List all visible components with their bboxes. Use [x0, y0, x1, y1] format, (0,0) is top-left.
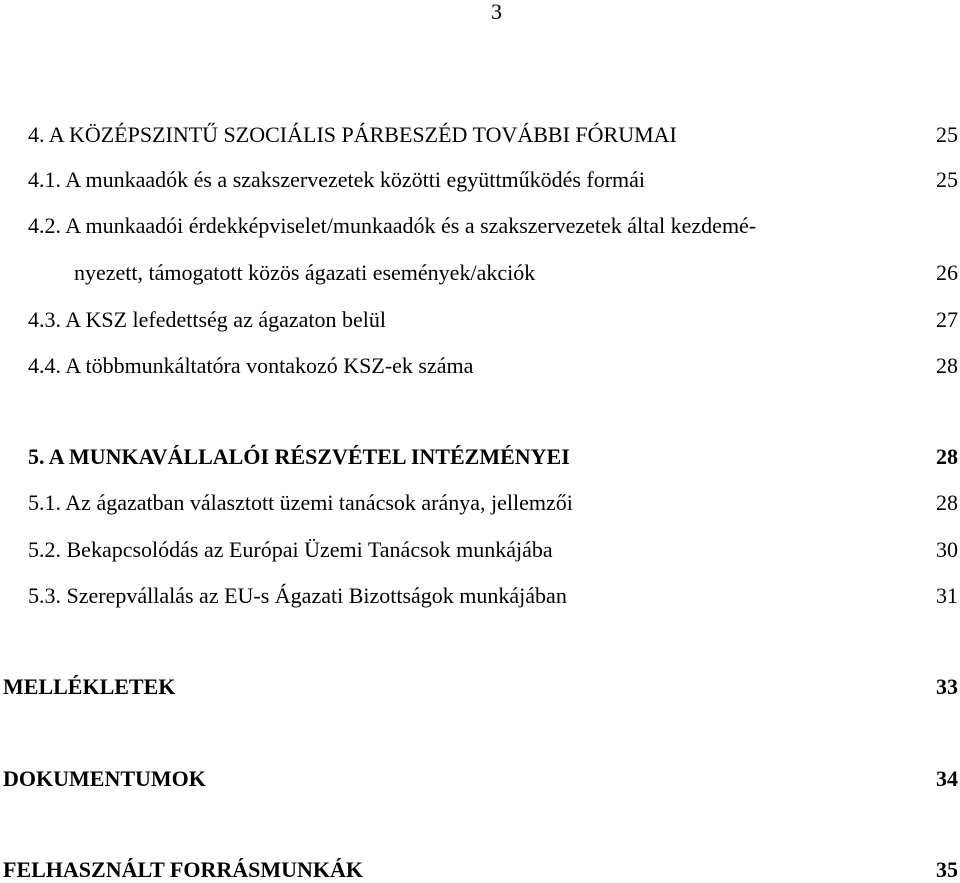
toc-entry-page: 28	[936, 490, 958, 515]
toc-entry-label: 4.4. A többmunkáltatóra vontakozó KSZ-ek száma	[28, 353, 474, 378]
toc-entry-page: 25	[936, 167, 958, 192]
toc-entry-label: 4.1. A munkaadók és a szakszervezetek közötti együttműködés formái	[28, 167, 646, 192]
toc-entry-label: 5.3. Szerepvállalás az EU-s Ágazati Bizottságok munkájában	[28, 583, 567, 608]
toc-entry-label: 4.3. A KSZ lefedettség az ágazaton belül	[28, 307, 386, 332]
toc-entry-label: FELHASZNÁLT FORRÁSMUNKÁK	[3, 857, 364, 882]
toc-entry-label: 4. A KÖZÉPSZINTŰ SZOCIÁLIS PÁRBESZÉD TOVÁBBI FÓRUMAI	[28, 122, 677, 147]
toc-entry-label: 4.2. A munkaadói érdekképviselet/munkaadók és a szakszervezetek által kezdemé-	[28, 213, 757, 238]
toc-entry-label: 5. A MUNKAVÁLLALÓI RÉSZVÉTEL INTÉZMÉNYEI	[28, 444, 570, 469]
toc-entry-page: 35	[936, 857, 958, 882]
toc-entry-label: 5.2. Bekapcsolódás az Európai Üzemi Tanácsok munkájába	[28, 537, 553, 562]
toc-entry-label: 5.1. Az ágazatban választott üzemi tanácsok aránya, jellemzői	[28, 490, 573, 515]
toc-entry-page: 30	[936, 537, 958, 562]
toc-entry-page: 33	[936, 674, 958, 699]
toc-entry-page: 26	[936, 260, 958, 285]
toc-entry-page: 25	[936, 122, 958, 147]
toc-entry-page: 27	[936, 307, 958, 332]
toc-entry-label: nyezett, támogatott közös ágazati események/akciók	[74, 260, 536, 285]
toc-entry-label: MELLÉKLETEK	[3, 674, 176, 699]
toc-entry-page: 28	[936, 353, 958, 378]
toc-entry-page: 28	[936, 444, 958, 469]
toc-entry-page: 34	[936, 766, 958, 791]
toc-entry-page: 31	[936, 583, 958, 608]
page-number: 3	[491, 0, 502, 24]
toc-entry-label: DOKUMENTUMOK	[3, 766, 206, 791]
